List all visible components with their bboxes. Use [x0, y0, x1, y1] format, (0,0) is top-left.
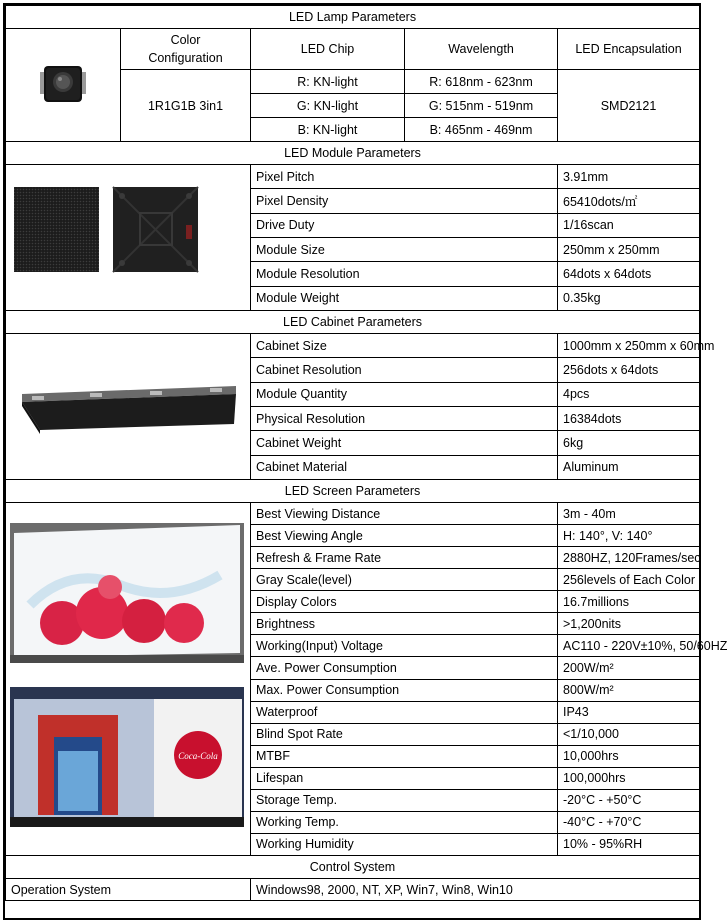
module-row-label: Module Weight — [251, 286, 558, 310]
screen-row-label: Max. Power Consumption — [251, 679, 558, 701]
lamp-chip-b: B: KN-light — [251, 118, 405, 142]
lamp-wavelength-b: B: 465nm - 469nm — [405, 118, 558, 142]
screen-row-label: Gray Scale(level) — [251, 569, 558, 591]
screen-row-label: Lifespan — [251, 767, 558, 789]
module-row-label: Pixel Density — [251, 189, 558, 213]
screen-row-label: MTBF — [251, 745, 558, 767]
screen-row-value: IP43 — [558, 701, 700, 723]
screen-row-label: Brightness — [251, 613, 558, 635]
module-row-value: 65410dots/㎡ — [558, 189, 700, 213]
screen-row-value: -40°C - +70°C — [558, 811, 700, 833]
screen-row-label: Best Viewing Distance — [251, 503, 558, 525]
screen-row-label: Waterproof — [251, 701, 558, 723]
lamp-header-color-config: Color Configuration — [121, 29, 251, 70]
screen-row-value: 10% - 95%RH — [558, 833, 700, 855]
cabinet-row-value: 256dots x 64dots — [558, 358, 700, 382]
screen-row-label: Storage Temp. — [251, 789, 558, 811]
lamp-header-chip: LED Chip — [251, 29, 405, 70]
led-module-image — [10, 167, 246, 305]
cabinet-section-title: LED Cabinet Parameters — [6, 311, 700, 334]
screen-section-title: LED Screen Parameters — [6, 480, 700, 503]
screen-row-value: 2880HZ, 120Frames/sec — [558, 547, 700, 569]
screen-row-value: H: 140°, V: 140° — [558, 525, 700, 547]
screen-row-label: Blind Spot Rate — [251, 723, 558, 745]
screen-row-value: >1,200nits — [558, 613, 700, 635]
lamp-chip-g: G: KN-light — [251, 94, 405, 118]
spec-table — [5, 5, 727, 901]
screen-row-value: <1/10,000 — [558, 723, 700, 745]
module-row-label: Module Resolution — [251, 262, 558, 286]
cabinet-row-label: Module Quantity — [251, 382, 558, 406]
cabinet-photo — [6, 334, 251, 480]
screen-row-label: Working Humidity — [251, 833, 558, 855]
cabinet-row-label: Cabinet Resolution — [251, 358, 558, 382]
module-row-value: 1/16scan — [558, 213, 700, 237]
module-section-title: LED Module Parameters — [6, 142, 700, 165]
cabinet-row-value: Aluminum — [558, 455, 700, 479]
lamp-wavelength-g: G: 515nm - 519nm — [405, 94, 558, 118]
cabinet-row-value: 1000mm x 250mm x 60mm — [558, 334, 700, 358]
lamp-photo — [6, 29, 121, 142]
module-row-label: Module Size — [251, 237, 558, 261]
coca-cola-logo-text: Coca-Cola — [178, 751, 218, 761]
led-cabinet-image — [10, 336, 246, 474]
lamp-encapsulation: SMD2121 — [558, 70, 700, 142]
cabinet-row-label: Cabinet Material — [251, 455, 558, 479]
lamp-header-wavelength: Wavelength — [405, 29, 558, 70]
screen-row-value: 256levels of Each Color — [558, 569, 700, 591]
cabinet-row-value: 4pcs — [558, 382, 700, 406]
lamp-chip-r: R: KN-light — [251, 70, 405, 94]
screen-row-label: Best Viewing Angle — [251, 525, 558, 547]
module-row-label: Drive Duty — [251, 213, 558, 237]
screen-row-label: Working Temp. — [251, 811, 558, 833]
spec-sheet — [3, 3, 727, 920]
led-screen-images — [10, 505, 246, 850]
screen-row-value: 200W/m² — [558, 657, 700, 679]
module-photo — [6, 165, 251, 311]
lamp-wavelength-r: R: 618nm - 623nm — [405, 70, 558, 94]
module-row-value: 250mm x 250mm — [558, 237, 700, 261]
screen-row-value: 800W/m² — [558, 679, 700, 701]
control-row-value: Windows98, 2000, NT, XP, Win7, Win8, Win10 — [251, 879, 700, 901]
module-row-value: 3.91mm — [558, 165, 700, 189]
screen-row-value: 3m - 40m — [558, 503, 700, 525]
screen-row-value: 100,000hrs — [558, 767, 700, 789]
screen-row-value: 10,000hrs — [558, 745, 700, 767]
module-row-value: 0.35kg — [558, 286, 700, 310]
module-row-value: 64dots x 64dots — [558, 262, 700, 286]
screen-row-label: Ave. Power Consumption — [251, 657, 558, 679]
cabinet-row-value: 16384dots — [558, 406, 700, 430]
screen-photos — [6, 503, 251, 856]
cabinet-row-label: Cabinet Size — [251, 334, 558, 358]
lamp-header-encapsulation: LED Encapsulation — [558, 29, 700, 70]
screen-row-value: -20°C - +50°C — [558, 789, 700, 811]
screen-row-value: AC110 - 220V±10%, 50/60HZ — [558, 635, 700, 657]
cabinet-row-label: Physical Resolution — [251, 406, 558, 430]
screen-row-label: Working(Input) Voltage — [251, 635, 558, 657]
cabinet-row-label: Cabinet Weight — [251, 431, 558, 455]
screen-row-value: 16.7millions — [558, 591, 700, 613]
lamp-section-title: LED Lamp Parameters — [6, 6, 700, 29]
smd-led-chip-image — [30, 58, 96, 110]
control-section-title: Control System — [6, 856, 700, 879]
screen-row-label: Refresh & Frame Rate — [251, 547, 558, 569]
screen-row-label: Display Colors — [251, 591, 558, 613]
lamp-color-configuration: 1R1G1B 3in1 — [121, 70, 251, 142]
cabinet-row-value: 6kg — [558, 431, 700, 455]
control-row-label: Operation System — [6, 879, 251, 901]
module-row-label: Pixel Pitch — [251, 165, 558, 189]
